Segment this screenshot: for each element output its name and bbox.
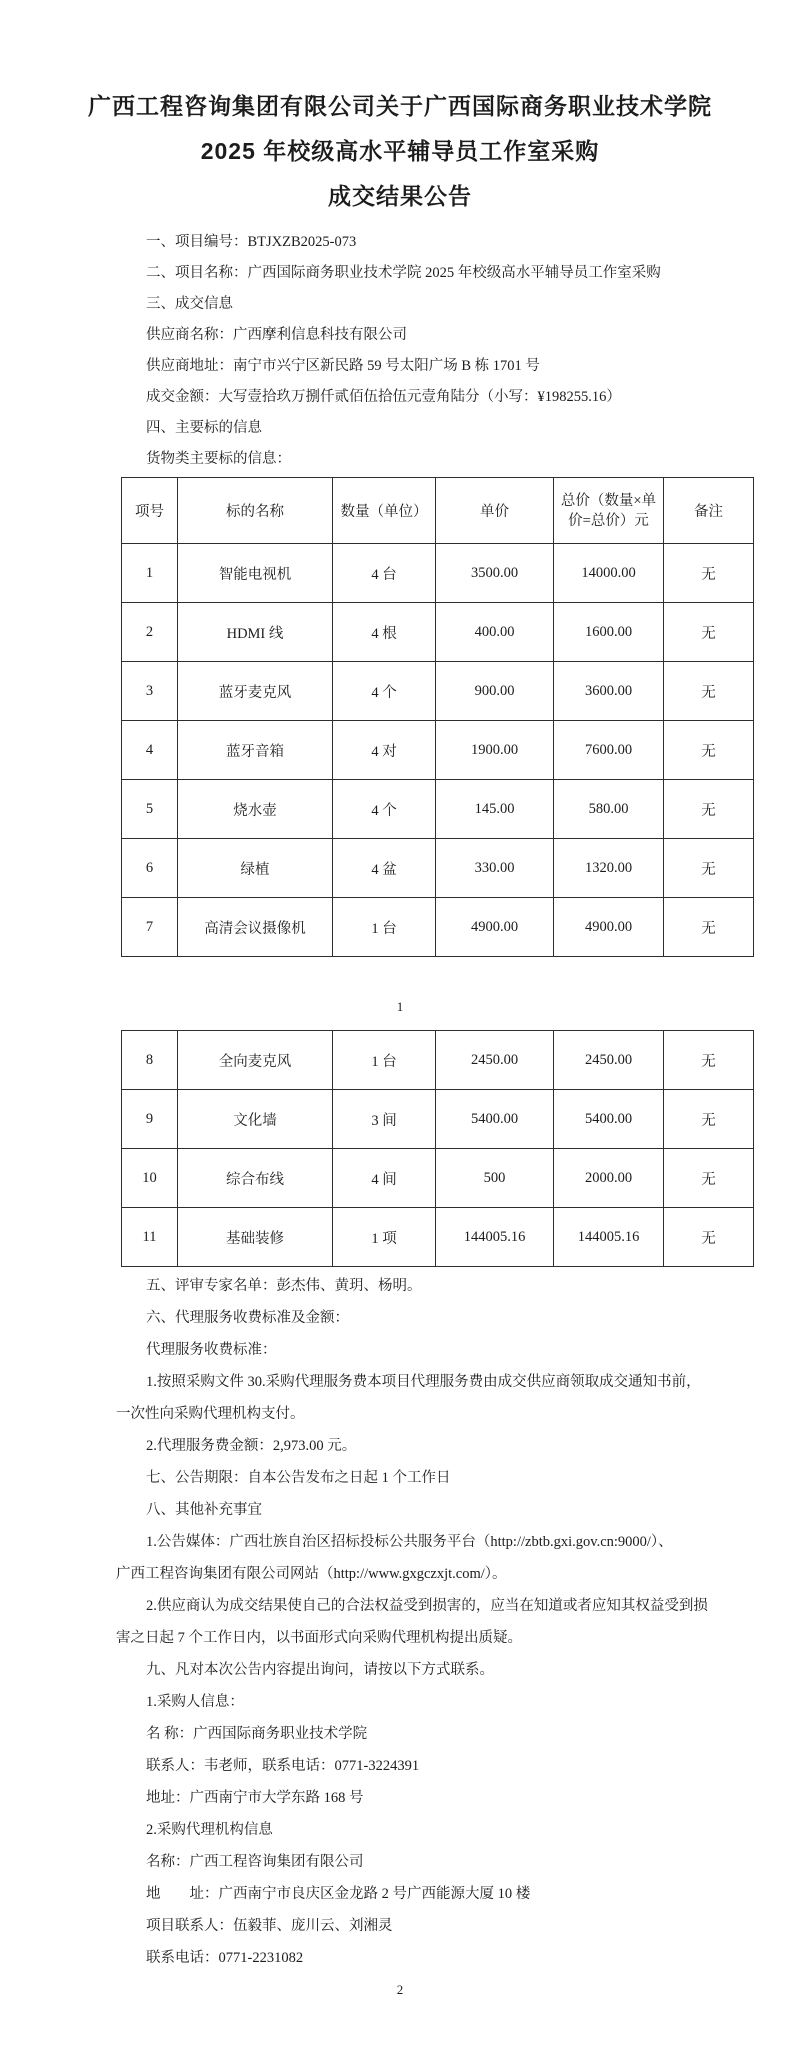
cell-unit-price: 1900.00 (436, 721, 554, 780)
cell-subject-name: 全向麦克风 (178, 1031, 333, 1090)
paragraph-agency-fee-heading: 六、代理服务收费标准及金额： (146, 1310, 349, 1326)
paragraph-expert-list: 五、评审专家名单：彭杰伟、黄玥、杨明。 (146, 1278, 422, 1294)
document-body (0, 227, 800, 957)
paragraph-deal-amount: 成交金额：大写壹拾玖万捌仟贰佰伍拾伍元壹角陆分（小写：¥198255.16） (146, 389, 621, 405)
cell-subject-name: 蓝牙麦克风 (178, 662, 333, 721)
cell-quantity: 4 个 (333, 662, 436, 721)
table-row (122, 898, 754, 957)
paragraph-agency-name: 名称：广西工程咨询集团有限公司 (146, 1854, 364, 1870)
cell-item-no: 11 (122, 1208, 178, 1267)
paragraph-supplier-objection-line-2: 害之日起 7 个工作日内，以书面形式向采购代理机构提出质疑。 (116, 1630, 522, 1646)
cell-total-price: 3600.00 (554, 662, 664, 721)
cell-subject-name: 烧水壶 (178, 780, 333, 839)
paragraph-supplier-address: 供应商地址：南宁市兴宁区新民路 59 号太阳广场 B 栋 1701 号 (146, 358, 540, 374)
paragraph-project-name: 二、项目名称：广西国际商务职业技术学院 2025 年校级高水平辅导员工作室采购 (146, 265, 661, 281)
paragraph-agency-fee-standard-label: 代理服务收费标准： (146, 1342, 277, 1358)
cell-subject-name: 蓝牙音箱 (178, 721, 333, 780)
cell-subject-name: HDMI 线 (178, 603, 333, 662)
table-row (122, 1208, 754, 1267)
paragraph-purchaser-name: 名 称：广西国际商务职业技术学院 (146, 1726, 368, 1742)
cell-subject-name: 绿植 (178, 839, 333, 898)
table-row (122, 544, 754, 603)
table-row (122, 1149, 754, 1208)
document-body-page2 (0, 1030, 800, 1974)
cell-quantity: 1 台 (333, 898, 436, 957)
cell-item-no: 5 (122, 780, 178, 839)
paragraph-agency-contacts: 项目联系人：伍毅菲、庞川云、刘湘灵 (146, 1918, 393, 1934)
cell-remark: 无 (664, 839, 754, 898)
cell-item-no: 10 (122, 1149, 178, 1208)
cell-quantity: 4 盆 (333, 839, 436, 898)
document-title-line-1: 广西工程咨询集团有限公司关于广西国际商务职业技术学院 (88, 93, 712, 119)
document-title-line-2: 2025 年校级高水平辅导员工作室采购 (200, 138, 600, 164)
cell-quantity: 1 台 (333, 1031, 436, 1090)
cell-quantity: 4 台 (333, 544, 436, 603)
cell-subject-name: 基础装修 (178, 1208, 333, 1267)
cell-subject-name: 智能电视机 (178, 544, 333, 603)
paragraph-agency-fee-amount: 2.代理服务费金额：2,973.00 元。 (146, 1438, 357, 1454)
cell-unit-price: 5400.00 (436, 1090, 554, 1149)
paragraph-project-number: 一、项目编号：BTJXZB2025-073 (146, 234, 357, 250)
cell-subject-name: 高清会议摄像机 (178, 898, 333, 957)
table-row (122, 839, 754, 898)
cell-total-price: 144005.16 (554, 1208, 664, 1267)
paragraph-deal-info-heading: 三、成交信息 (146, 296, 233, 312)
cell-remark: 无 (664, 780, 754, 839)
cell-total-price: 5400.00 (554, 1090, 664, 1149)
document-title-line-3: 成交结果公告 (328, 183, 472, 209)
cell-unit-price: 2450.00 (436, 1031, 554, 1090)
cell-quantity: 4 间 (333, 1149, 436, 1208)
cell-remark: 无 (664, 1031, 754, 1090)
cell-remark: 无 (664, 721, 754, 780)
goods-table-page1 (121, 477, 754, 957)
table-row (122, 721, 754, 780)
cell-subject-name: 综合布线 (178, 1149, 333, 1208)
goods-table-page2 (121, 1030, 754, 1267)
cell-quantity: 4 对 (333, 721, 436, 780)
cell-remark: 无 (664, 1090, 754, 1149)
paragraph-contact-intro: 九、凡对本次公告内容提出询问，请按以下方式联系。 (146, 1662, 494, 1678)
paragraph-agency-phone: 联系电话：0771-2231082 (146, 1950, 304, 1966)
page-number-1: 1 (396, 999, 404, 1014)
cell-quantity: 4 个 (333, 780, 436, 839)
cell-unit-price: 900.00 (436, 662, 554, 721)
paragraph-agency-fee-clause-line-1: 1.按照采购文件 30.采购代理服务费本项目代理服务费由成交供应商领取成交通知书前， (146, 1374, 701, 1390)
cell-remark: 无 (664, 544, 754, 603)
cell-item-no: 6 (122, 839, 178, 898)
cell-unit-price: 4900.00 (436, 898, 554, 957)
table-row (122, 1090, 754, 1149)
header-item-no: 项号 (122, 478, 178, 544)
cell-unit-price: 500 (436, 1149, 554, 1208)
cell-quantity: 4 根 (333, 603, 436, 662)
cell-unit-price: 330.00 (436, 839, 554, 898)
closing-section (116, 1270, 750, 1974)
document-title (0, 84, 800, 219)
cell-total-price: 580.00 (554, 780, 664, 839)
paragraph-goods-info-label: 货物类主要标的信息： (146, 451, 291, 467)
paragraph-announcement-media-line-2: 广西工程咨询集团有限公司网站（http://www.gxgczxjt.com/）。 (116, 1566, 507, 1582)
cell-total-price: 1600.00 (554, 603, 664, 662)
cell-total-price: 14000.00 (554, 544, 664, 603)
cell-quantity: 3 间 (333, 1090, 436, 1149)
cell-total-price: 1320.00 (554, 839, 664, 898)
paragraph-announcement-period: 七、公告期限：自本公告发布之日起 1 个工作日 (146, 1470, 451, 1486)
cell-item-no: 8 (122, 1031, 178, 1090)
cell-remark: 无 (664, 898, 754, 957)
cell-item-no: 4 (122, 721, 178, 780)
cell-item-no: 7 (122, 898, 178, 957)
header-remark: 备注 (664, 478, 754, 544)
paragraph-supplier-objection-line-1: 2.供应商认为成交结果使自己的合法权益受到损害的，应当在知道或者应知其权益受到损 (146, 1598, 708, 1614)
cell-total-price: 4900.00 (554, 898, 664, 957)
cell-unit-price: 3500.00 (436, 544, 554, 603)
header-quantity-unit: 数量（单位） (333, 478, 436, 544)
paragraph-subject-info-heading: 四、主要标的信息 (146, 420, 262, 436)
cell-item-no: 3 (122, 662, 178, 721)
paragraph-agency-fee-clause-line-2: 一次性向采购代理机构支付。 (116, 1406, 305, 1422)
paragraph-other-matters-heading: 八、其他补充事宜 (146, 1502, 262, 1518)
cell-unit-price: 144005.16 (436, 1208, 554, 1267)
table-row (122, 1031, 754, 1090)
paragraph-announcement-media-line-1: 1.公告媒体：广西壮族自治区招标投标公共服务平台（http://zbtb.gxi.gov.cn:9000/）、 (146, 1534, 673, 1550)
paragraph-agency-info-label: 2.采购代理机构信息 (146, 1822, 273, 1838)
cell-item-no: 1 (122, 544, 178, 603)
cell-total-price: 2000.00 (554, 1149, 664, 1208)
cell-remark: 无 (664, 1149, 754, 1208)
paragraph-supplier-name: 供应商名称：广西摩利信息科技有限公司 (146, 327, 407, 343)
table-row (122, 603, 754, 662)
paragraph-purchaser-address: 地址：广西南宁市大学东路 168 号 (146, 1790, 364, 1806)
header-total-price: 总价（数量×单价=总价）元 (554, 478, 664, 544)
cell-remark: 无 (664, 662, 754, 721)
table-row (122, 780, 754, 839)
cell-remark: 无 (664, 603, 754, 662)
cell-unit-price: 400.00 (436, 603, 554, 662)
cell-unit-price: 145.00 (436, 780, 554, 839)
paragraph-purchaser-contact: 联系人：韦老师，联系电话：0771-3224391 (146, 1758, 420, 1774)
paragraph-agency-address: 地 址：广西南宁市良庆区金龙路 2 号广西能源大厦 10 楼 (146, 1886, 531, 1902)
cell-total-price: 7600.00 (554, 721, 664, 780)
cell-total-price: 2450.00 (554, 1031, 664, 1090)
cell-subject-name: 文化墙 (178, 1090, 333, 1149)
goods-table-header-row (122, 478, 754, 544)
cell-quantity: 1 项 (333, 1208, 436, 1267)
cell-item-no: 2 (122, 603, 178, 662)
header-unit-price: 单价 (436, 478, 554, 544)
cell-item-no: 9 (122, 1090, 178, 1149)
header-subject-name: 标的名称 (178, 478, 333, 544)
table-row (122, 662, 754, 721)
page-number-2: 2 (396, 1982, 404, 1997)
paragraph-purchaser-info-label: 1.采购人信息： (146, 1694, 244, 1710)
cell-remark: 无 (664, 1208, 754, 1267)
